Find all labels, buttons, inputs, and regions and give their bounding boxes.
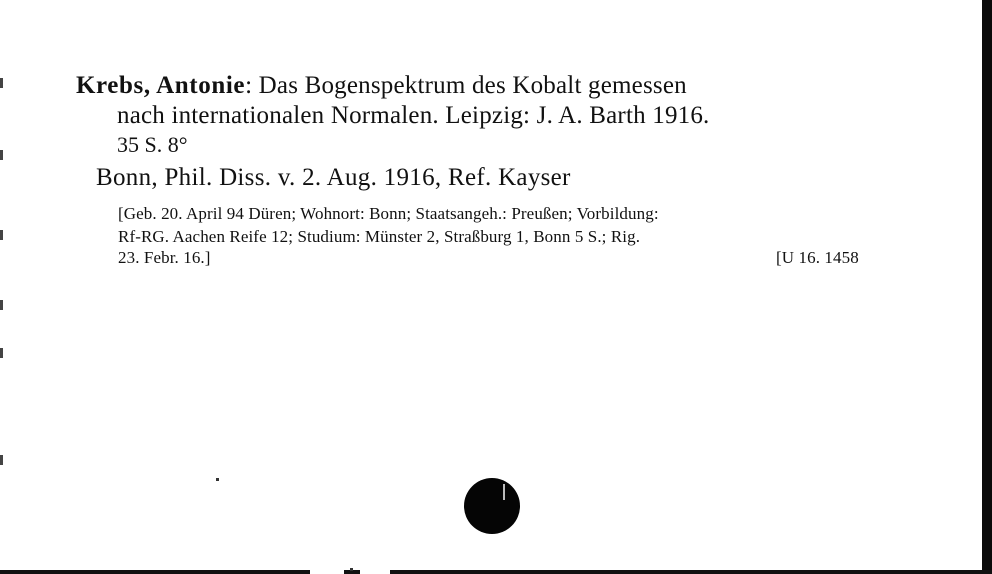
title-line-1: : Das Bogenspektrum des Kobalt gemessen	[245, 72, 687, 99]
card-bottom-edge	[0, 570, 992, 574]
margin-tick	[0, 230, 3, 240]
card-right-edge	[982, 0, 992, 574]
card-bottom-edge-gap	[360, 570, 390, 574]
scan-speck	[350, 568, 353, 571]
title-line-2: nach internationalen Normalen. Leipzig: J. A. Barth 1916.	[117, 102, 710, 129]
pages-format: 35 S. 8°	[117, 132, 188, 157]
entry-heading-line	[76, 72, 687, 100]
dissertation-note: Bonn, Phil. Diss. v. 2. Aug. 1916, Ref. Kayser	[96, 164, 571, 191]
punch-hole	[464, 478, 520, 534]
biographical-note-line-3: 23. Febr. 16.]	[118, 248, 211, 267]
margin-tick	[0, 300, 3, 310]
margin-tick	[0, 348, 3, 358]
margin-tick	[0, 78, 3, 88]
card-bottom-edge-gap	[310, 570, 344, 574]
margin-tick	[0, 455, 3, 465]
biographical-note-line-1: [Geb. 20. April 94 Düren; Wohnort: Bonn; Staatsangeh.: Preußen; Vorbildung:	[118, 204, 659, 223]
scan-speck	[216, 478, 219, 481]
biographical-note-line-2: Rf-RG. Aachen Reife 12; Studium: Münster 2, Straßburg 1, Bonn 5 S.; Rig.	[118, 227, 641, 246]
author-name: Krebs, Antonie	[76, 72, 246, 99]
reference-number: [U 16. 1458	[776, 248, 859, 267]
margin-tick	[0, 150, 3, 160]
